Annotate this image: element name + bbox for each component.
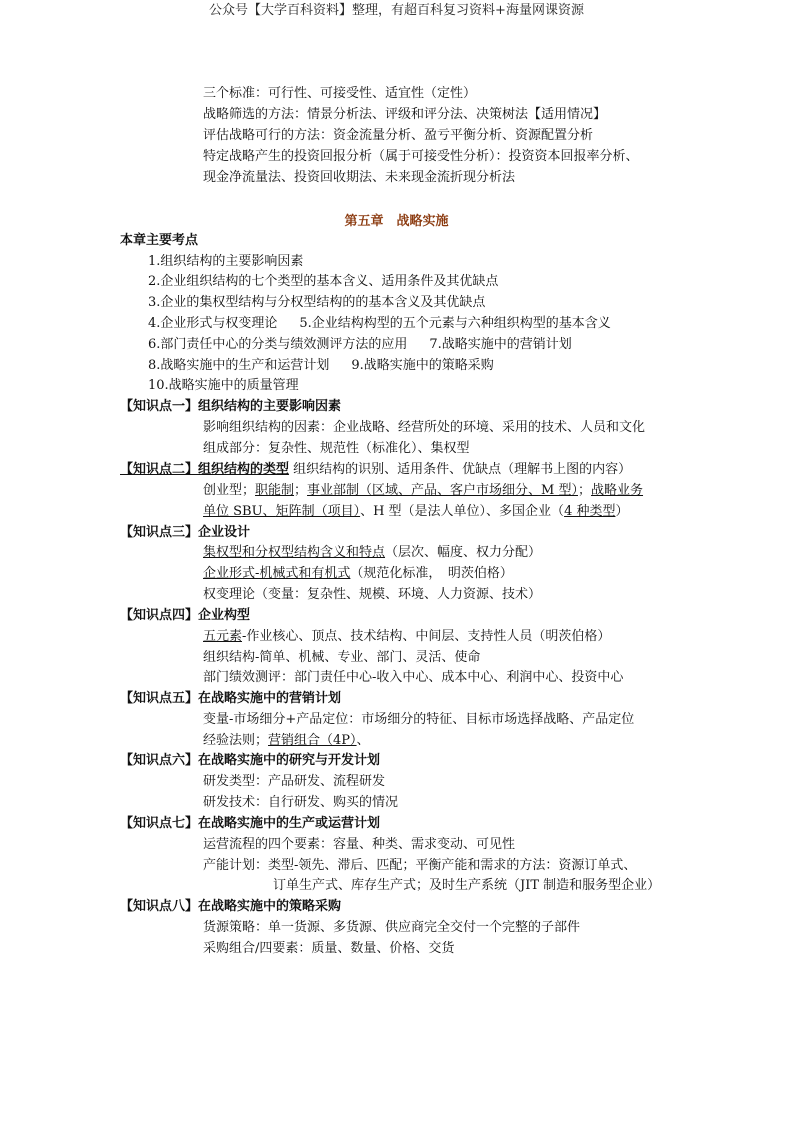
k4-l1b: -作业核心、顶点、技术结构、中间层、支持性人员（明茨伯格） [242, 629, 611, 644]
k1-line-1: 影响组织结构的因素：企业战略、经营所处的环境、采用的技术、人员和文化 [203, 420, 646, 435]
point-4-5 [148, 315, 611, 333]
k5-l2c: 、 [356, 733, 370, 748]
k2-l2c: 、H 型（是法人单位）、多国企业（ [360, 504, 565, 519]
point-9: 9.战略实施中的策略采购 [351, 358, 494, 373]
page-header: 公众号【大学百科资料】整理，有超百科复习资料+海量网课资源 [209, 3, 584, 18]
k3-line-3: 权变理论（变量：复杂性、规模、环境、人力资源、技术） [203, 587, 542, 602]
k2-l2a: 单位 SBU、 [203, 504, 276, 519]
point-6-7 [148, 336, 572, 354]
main-points-title: 本章主要考点 [120, 233, 199, 248]
k6-line-2: 研发技术：自行研发、购买的情况 [203, 795, 399, 810]
k4-title: 【知识点四】企业构型 [120, 608, 251, 623]
chapter-title: 第五章 战略实施 [344, 214, 449, 229]
point-8: 8.战略实施中的生产和运营计划 [148, 358, 330, 373]
k2-l1c: ； [294, 483, 308, 498]
intro-line-2: 战略筛选的方法：情景分析法、评级和评分法、决策树法【适用情况】 [203, 107, 607, 122]
k2-heading [120, 461, 631, 479]
k7-line-1: 运营流程的四个要素：容量、种类、需求变动、可见性 [203, 837, 516, 852]
k5-l2a: 经验法则； [203, 733, 269, 748]
intro-line-3: 评估战略可行的方法：资金流量分析、盈亏平衡分析、资源配置分析 [203, 128, 594, 143]
k4-line-2: 组织结构-简单、机械、专业、部门、灵活、使命 [203, 650, 481, 665]
k3-l2a: 企业形式-机械式和有机式 [203, 566, 351, 581]
point-4: 4.企业形式与权变理论 [148, 316, 278, 331]
k8-line-2: 采购组合/四要素：质量、数量、价格、交货 [203, 941, 455, 956]
k4-line-1 [203, 628, 610, 646]
k4-l1a: 五元素 [203, 629, 243, 644]
k2-l1d: 事业部制（区域、产品、客户市场细分、M 型） [307, 483, 578, 498]
k2-l2e: ） [615, 504, 629, 519]
k3-line-1 [203, 544, 541, 562]
k2-l1f: 战略业务 [591, 483, 644, 498]
k3-line-2 [203, 565, 513, 583]
k2-line-2 [203, 503, 628, 521]
k1-title: 【知识点一】组织结构的主要影响因素 [120, 399, 342, 414]
point-2: 2.企业组织结构的七个类型的基本含义、适用条件及其优缺点 [148, 274, 499, 289]
point-6: 6.部门责任中心的分类与绩效测评方法的应用 [148, 337, 408, 352]
k7-line-3: 订单生产式、库存生产式；及时生产系统（JIT 制造和服务型企业） [273, 878, 661, 893]
intro-line-4: 特定战略产生的投资回报分析（属于可接受性分析）：投资资本回报率分析、 [203, 149, 639, 164]
k6-line-1: 研发类型：产品研发、流程研发 [203, 774, 386, 789]
intro-line-5: 现金净流量法、投资回收期法、未来现金流折现分析法 [203, 170, 516, 185]
k3-l2b: （规范化标准， 明茨伯格） [350, 566, 513, 581]
k2-l1a: 创业型； [203, 483, 256, 498]
intro-line-1: 三个标准：可行性、可接受性、适宜性（定性） [203, 86, 477, 101]
k3-title: 【知识点三】企业设计 [120, 525, 251, 540]
k8-line-1: 货源策略：单一货源、多货源、供应商完全交付一个完整的子部件 [203, 920, 581, 935]
k4-line-3: 部门绩效测评：部门责任中心-收入中心、成本中心、利润中心、投资中心 [203, 670, 624, 685]
k8-title: 【知识点八】在战略实施中的策略采购 [120, 899, 342, 914]
k5-line-2 [203, 732, 370, 750]
k6-title: 【知识点六】在战略实施中的研究与开发计划 [120, 753, 381, 768]
point-1: 1.组织结构的主要影响因素 [148, 254, 304, 269]
k2-title-rest: 组织结构的识别、适用条件、优缺点（理解书上图的内容） [289, 462, 632, 477]
k5-line-1: 变量-市场细分+产品定位：市场细分的特征、目标市场选择战略、产品定位 [203, 712, 635, 727]
k2-l1b: 职能制 [255, 483, 295, 498]
k2-l2d: 4 种类型 [564, 504, 616, 519]
point-8-9 [148, 357, 494, 375]
k3-l1b: （层次、幅度、权力分配） [385, 545, 542, 560]
k2-l2b: 矩阵制（项目） [275, 504, 361, 519]
k2-l1e: ； [578, 483, 592, 498]
point-5: 5.企业结构构型的五个元素与六种组织构型的基本含义 [299, 316, 611, 331]
point-3: 3.企业的集权型结构与分权型结构的的基本含义及其优缺点 [148, 295, 486, 310]
k3-l1a: 集权型和分权型结构含义和特点 [203, 545, 386, 560]
k1-line-2: 组成部分：复杂性、规范性（标准化）、集权型 [203, 441, 470, 456]
k7-title: 【知识点七】在战略实施中的生产或运营计划 [120, 816, 381, 831]
k5-l2b: 营销组合（4P） [268, 733, 357, 748]
k5-title: 【知识点五】在战略实施中的营销计划 [120, 691, 342, 706]
k7-line-2: 产能计划：类型-领先、滞后、匹配；平衡产能和需求的方法：资源订单式、 [203, 858, 637, 873]
k2-line-1 [203, 482, 643, 500]
point-10: 10.战略实施中的质量管理 [148, 378, 299, 393]
k2-title: 【知识点二】组织结构的类型 [120, 462, 290, 477]
point-7: 7.战略实施中的营销计划 [429, 337, 572, 352]
